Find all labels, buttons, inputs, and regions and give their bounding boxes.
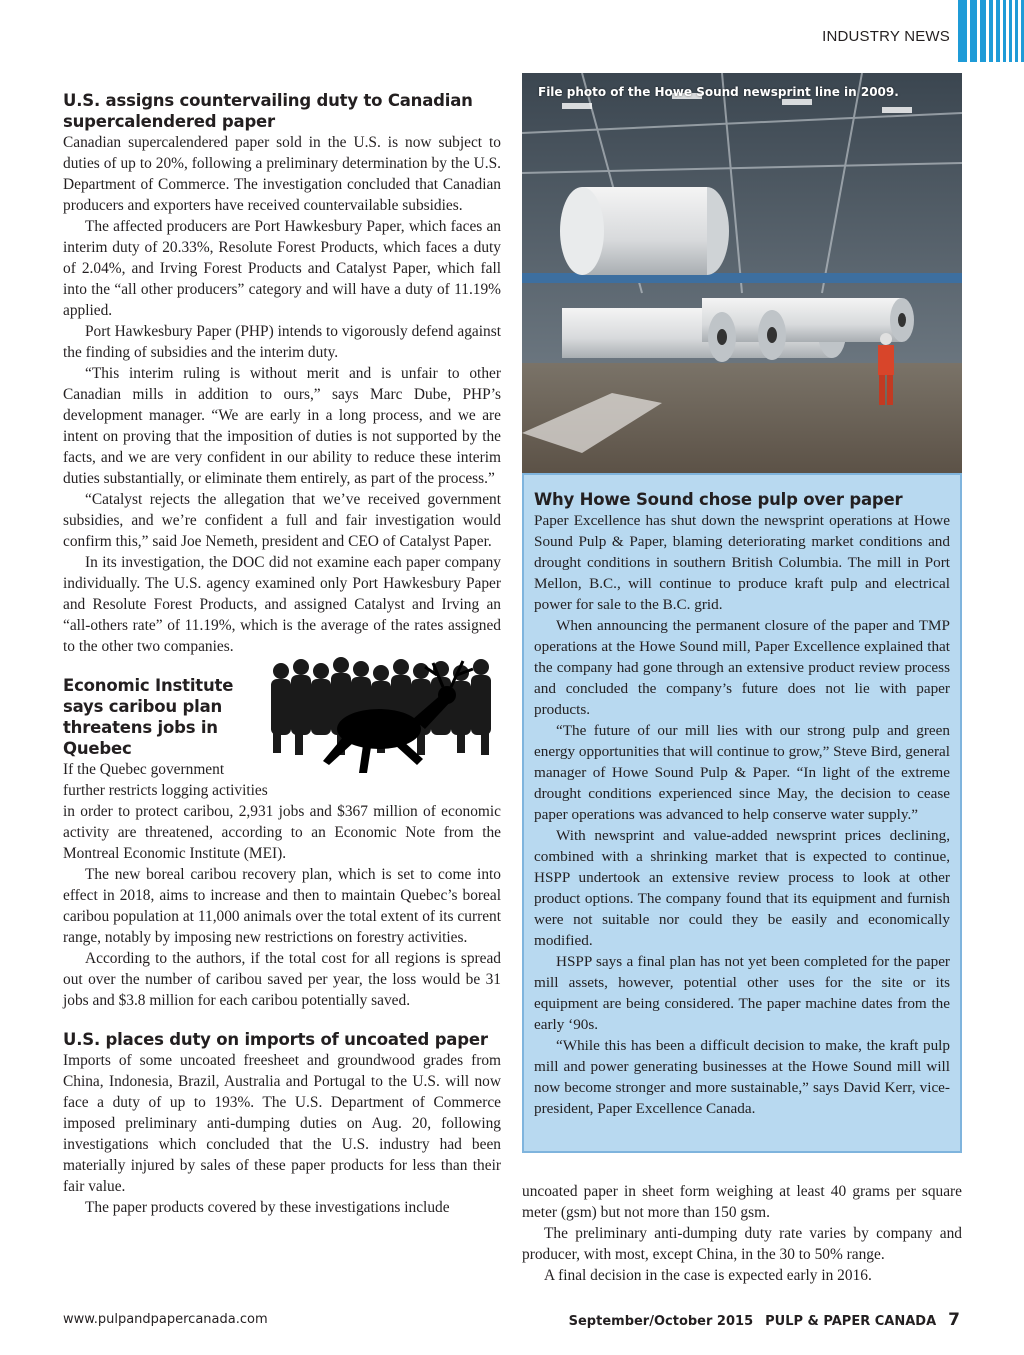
article3-paragraph: A final decision in the case is expected early in 2016. (544, 1267, 872, 1284)
sidebar-paragraph: When announcing the permanent closure of the paper and TMP operations at the Howe Sound mill, Paper Excellence explained that the company had gone through an extensive product review process and concluded the company’s future does not lie with paper products. (534, 617, 950, 718)
sidebar-paragraph: Paper Excellence has shut down the newsprint operations at Howe Sound Pulp & Paper, blaming deteriorating market conditions and drought conditions in southern British Columbia. The mill in Port Mellon, B.C., will continue to produce kraft pulp and electrical power for sale to the B.C. grid. (534, 512, 950, 613)
footer-magazine: PULP & PAPER CANADA (765, 1314, 937, 1329)
edge-color-bars (958, 0, 1024, 62)
sidebar-paragraph: “While this has been a difficult decision to make, the kraft pulp mill and power generating businesses at the Howe Sound mill will now become stronger and more sustainable,” says David Kerr, vice-president, Paper Excellence Canada. (534, 1037, 950, 1117)
paper-rolls-image (522, 73, 962, 473)
article1-paragraph: In its investigation, the DOC did not examine each paper company individually. The U.S. agency examined only Port Hawkesbury Paper and Resolute Forest Products, and assigned Catalyst and Irving an “all-others rate” of 11.19%, which is the average of the rates assigned to the other two companies. (63, 554, 501, 655)
sidebar-paragraph: With newsprint and value-added newsprint prices declining, combined with a shrinking market that is expected to continue, HSPP undertook an extensive review process to look at other product options. The company found that its equipment and furnish were not suitable nor could they be easily and economically modified. (534, 827, 950, 949)
sidebar-title: Why Howe Sound chose pulp over paper (534, 490, 903, 509)
footer-issue: September/October 2015 (568, 1314, 754, 1329)
article2-paragraph: According to the authors, if the total cost for all regions is spread out over the number of caribou saved per year, the loss would be 31 jobs and $3.8 million for each caribou potentially saved. (63, 950, 501, 1009)
footer-folio (569, 1310, 960, 1330)
article2-paragraph: The new boreal caribou recovery plan, which is set to come into effect in 2018, aims to increase and then to maintain Quebec’s boreal caribou population at 11,000 animals over the total extent of its current range, notably by imposing new restrictions on forestry activities. (63, 866, 501, 946)
left-column (63, 90, 501, 1218)
article1-title: U.S. assigns countervailing duty to Canadian supercalendered paper (63, 91, 473, 131)
sidebar-paragraph: “The future of our mill lies with our strong pulp and green energy opportunities that will continue to grow,” Steve Bird, general manager of Howe Sound Pulp & Paper. “In light of the extreme drought conditions experienced since May, the decision to cease paper operations was advanced to help conserve water supply.” (534, 722, 950, 823)
article1-paragraph: Port Hawkesbury Paper (PHP) intends to vigorously defend against the finding of subsidies and the interim duty. (63, 323, 501, 361)
article3-title: U.S. places duty on imports of uncoated paper (63, 1030, 488, 1049)
photo-caption: File photo of the Howe Sound newsprint line in 2009. (538, 85, 899, 99)
article1-paragraph: The affected producers are Port Hawkesbury Paper, which faces an interim duty of 20.33%, Resolute Forest Products, which faces a duty of 2.04%, and Irving Forest Products and Catalyst Paper, which fall into the “all other producers” category and will have a duty of 11.19% applied. (63, 218, 501, 319)
sidebar-paragraph: HSPP says a final plan has not yet been completed for the paper mill assets, however, potential other uses for the site or its equipment are being considered. The paper machine dates from the early ‘90s. (534, 953, 950, 1033)
article2-lead-narrow: If the Quebec government further restricts logging activities (63, 761, 268, 799)
page-number: 7 (948, 1310, 960, 1330)
article1-paragraph: Canadian supercalendered paper sold in the U.S. is now subject to duties of up to 20%, following a preliminary determination by the U.S. Department of Commerce. The investigation concluded that Canadian producers and exporters have received countervailable subsidies. (63, 134, 501, 214)
article3-paragraph: The preliminary anti-dumping duty rate varies by company and producer, with most, except China, in the 30 to 50% range. (522, 1225, 962, 1263)
article2-title: Economic Institute says caribou plan threatens jobs in Quebec (63, 676, 234, 758)
article3-paragraph: The paper products covered by these investigations include (85, 1199, 450, 1216)
footer-url: www.pulpandpapercanada.com (63, 1312, 268, 1327)
article3-paragraph: Imports of some uncoated freesheet and groundwood grades from China, Indonesia, Brazil, Australia and Portugal to the U.S. will now face a duty of up to 193%. The U.S. Department of Commerce imposed preliminary anti-dumping duties on Aug. 20, following investigations which concluded that the U.S. industry had been materially injured by sales of these paper products for less than their fair value. (63, 1052, 501, 1195)
article1-paragraph: “This interim ruling is without merit and is unfair to other Canadian mills in addition to ours,” says Marc Dube, PHP’s development manager. “We are early in a long process, and we are intent on proving that the imposition of duties is not supported by the facts, and we are very confident in our ability to reduce these interim duties substantially, or eliminate them entirely, as part of the process.” (63, 365, 501, 487)
sidebar-box (522, 473, 962, 1153)
article2 (63, 675, 501, 1011)
caribou-crowd-illustration (267, 657, 503, 777)
section-label: INDUSTRY NEWS (822, 28, 950, 45)
article2-lead-rest: in order to protect caribou, 2,931 jobs and $367 million of economic activity are threatened, according to an Economic Note from the Montreal Economic Institute (MEI). (63, 803, 501, 862)
article3-paragraph: uncoated paper in sheet form weighing at least 40 grams per square meter (gsm) but not more than 150 gsm. (522, 1183, 962, 1221)
mill-photo (522, 73, 962, 473)
article1-paragraph: “Catalyst rejects the allegation that we’ve received government subsidies, and we’re confident a full and fair investigation would confirm this,” said Joe Nemeth, president and CEO of Catalyst Paper. (63, 491, 501, 550)
right-column-continuation (522, 1181, 962, 1286)
